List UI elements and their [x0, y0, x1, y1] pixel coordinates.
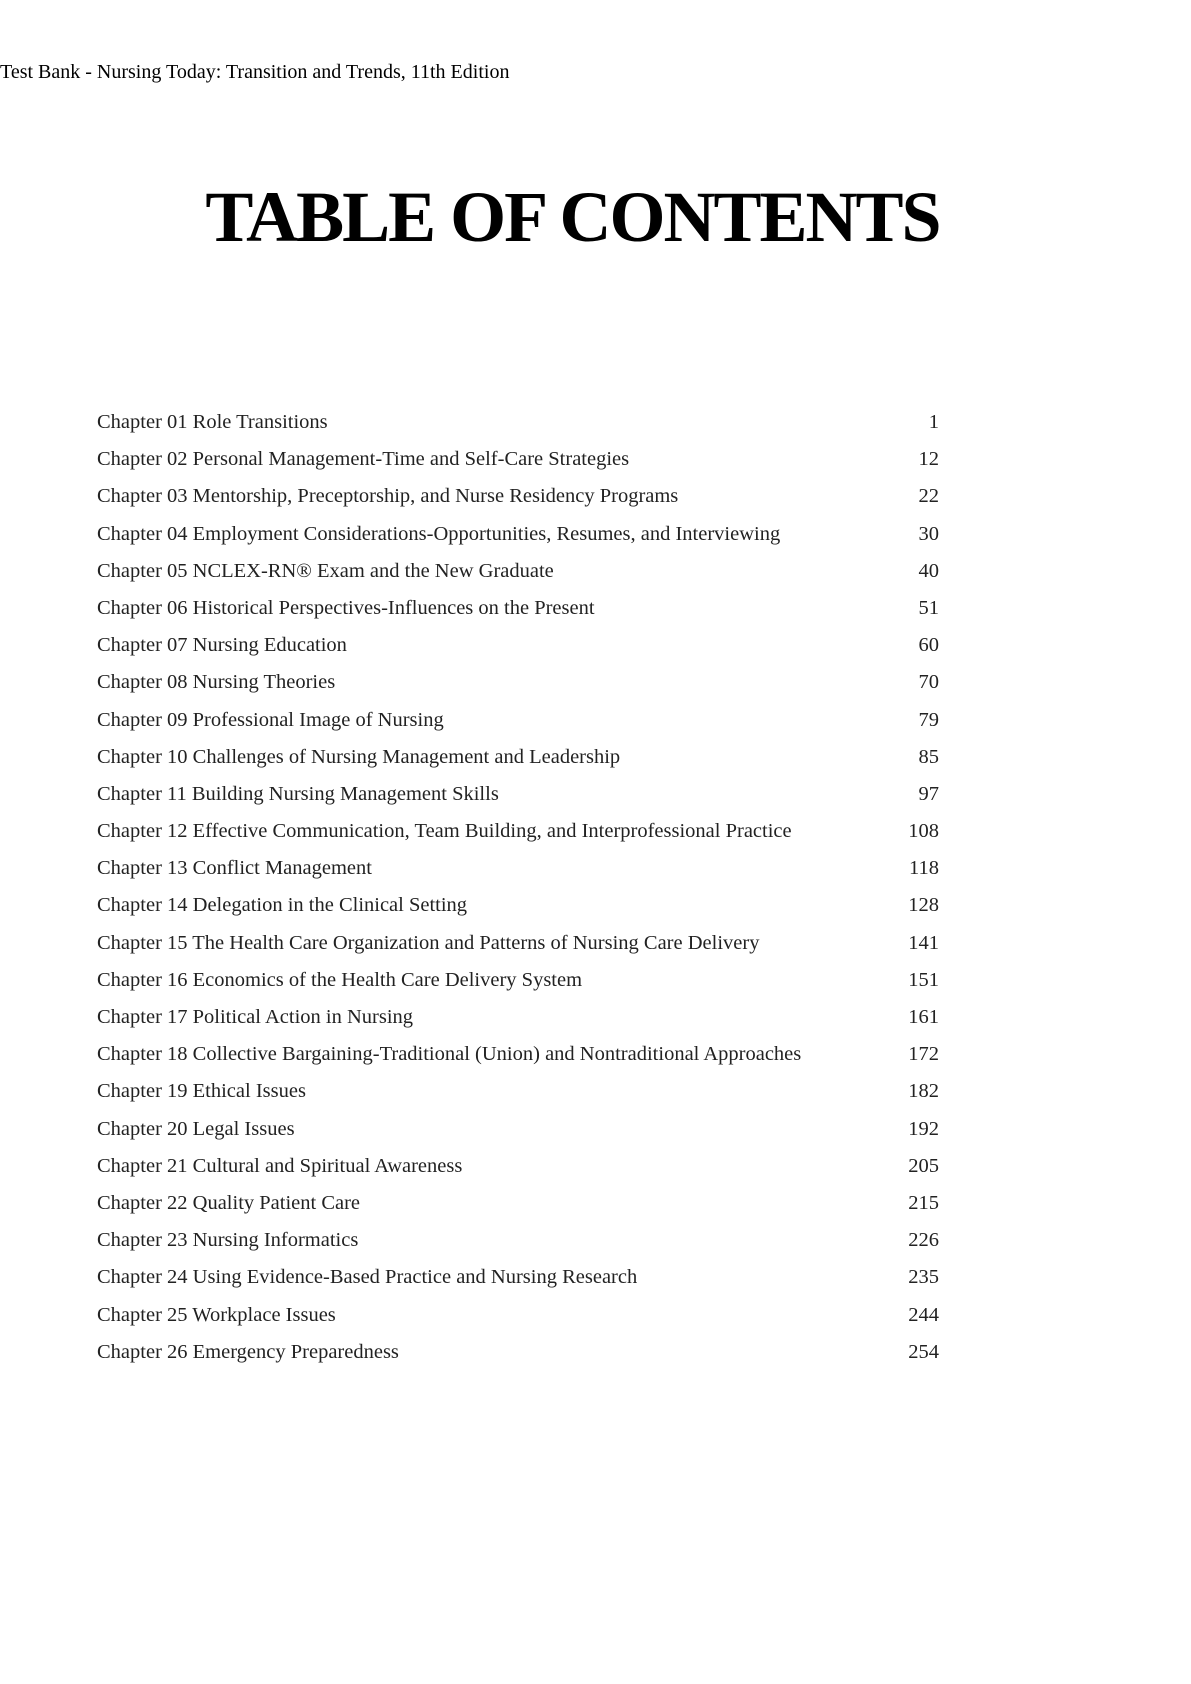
toc-entry-page: 141: [908, 931, 939, 954]
toc-entry-title: Chapter 10 Challenges of Nursing Management and Leadership: [97, 745, 621, 768]
toc-entry-page: 226: [908, 1229, 939, 1252]
toc-entry-title: Chapter 09 Professional Image of Nursing: [97, 708, 444, 731]
toc-entry[interactable]: [97, 1334, 939, 1371]
toc-entry-page: 118: [909, 857, 939, 880]
toc-entry-title: Chapter 01 Role Transitions: [97, 411, 328, 433]
toc-entry[interactable]: [97, 1148, 939, 1185]
toc-entry[interactable]: [97, 702, 939, 739]
toc-entry-page: 51: [918, 596, 939, 619]
toc-entry[interactable]: [97, 478, 939, 515]
toc-entry[interactable]: [97, 1036, 939, 1073]
toc-entry[interactable]: [97, 739, 939, 776]
toc-entry[interactable]: [97, 925, 939, 962]
toc-entry-title: Chapter 08 Nursing Theories: [97, 671, 336, 694]
page-title: TABLE OF CONTENTS: [205, 177, 940, 257]
toc-entry[interactable]: [97, 887, 939, 924]
toc-entry-page: 172: [908, 1043, 939, 1066]
toc-entry[interactable]: [97, 1111, 939, 1148]
toc-entry-page: 30: [918, 522, 939, 545]
toc-entry-title: Chapter 02 Personal Management-Time and Self-Care Strategies: [97, 448, 630, 471]
toc-entry-page: 85: [918, 745, 939, 768]
toc-entry-page: 108: [908, 820, 939, 843]
table-of-contents: [97, 404, 939, 1371]
toc-entry-page: 128: [908, 894, 939, 917]
toc-entry-title: Chapter 18 Collective Bargaining-Traditional (Union) and Nontraditional Approaches: [97, 1043, 802, 1066]
toc-entry-title: Chapter 03 Mentorship, Preceptorship, and Nurse Residency Programs: [97, 485, 679, 508]
toc-entry[interactable]: [97, 627, 939, 664]
toc-entry-page: 79: [918, 708, 939, 731]
toc-entry-page: 215: [908, 1191, 939, 1214]
toc-entry[interactable]: [97, 1185, 939, 1222]
toc-entry-title: Chapter 26 Emergency Preparedness: [97, 1340, 399, 1363]
toc-entry-title: Chapter 19 Ethical Issues: [97, 1080, 306, 1103]
toc-entry[interactable]: [97, 962, 939, 999]
toc-entry[interactable]: [97, 850, 939, 887]
toc-entry[interactable]: [97, 1222, 939, 1259]
toc-entry-page: 70: [918, 671, 939, 694]
toc-entry[interactable]: [97, 664, 939, 701]
toc-entry-page: 254: [908, 1340, 939, 1363]
toc-entry[interactable]: [97, 813, 939, 850]
toc-entry-title: Chapter 04 Employment Considerations-Opportunities, Resumes, and Interviewing: [97, 522, 781, 545]
toc-entry-title: Chapter 11 Building Nursing Management Skills: [97, 782, 499, 805]
toc-entry-page: 182: [908, 1080, 939, 1103]
toc-entry-page: 244: [908, 1303, 939, 1326]
toc-entry-title: Chapter 22 Quality Patient Care: [97, 1191, 361, 1214]
toc-entry[interactable]: [97, 553, 939, 590]
toc-entry-page: 22: [918, 485, 939, 508]
toc-entry-title: Chapter 21 Cultural and Spiritual Awareness: [97, 1154, 463, 1177]
toc-entry-title: Chapter 14 Delegation in the Clinical Setting: [97, 894, 468, 917]
toc-entry[interactable]: [97, 441, 939, 478]
toc-entry[interactable]: [97, 590, 939, 627]
toc-entry-page: 40: [918, 559, 939, 582]
toc-entry-page: 12: [918, 448, 939, 471]
toc-entry[interactable]: [97, 1259, 939, 1296]
toc-entry[interactable]: [97, 404, 939, 441]
toc-entry-title: Chapter 25 Workplace Issues: [97, 1303, 336, 1326]
toc-entry[interactable]: [97, 776, 939, 813]
toc-entry-title: Chapter 06 Historical Perspectives-Influences on the Present: [97, 596, 595, 619]
toc-entry-title: Chapter 16 Economics of the Health Care Delivery System: [97, 968, 583, 991]
toc-entry-title: Chapter 12 Effective Communication, Team Building, and Interprofessional Practice: [97, 820, 792, 843]
toc-entry-page: 161: [908, 1006, 939, 1028]
toc-entry-title: Chapter 23 Nursing Informatics: [97, 1229, 359, 1252]
toc-entry-page: 1: [928, 411, 939, 433]
toc-entry-page: 151: [908, 968, 939, 991]
toc-entry-title: Chapter 05 NCLEX-RN® Exam and the New Graduate: [97, 559, 554, 582]
toc-entry-page: 205: [908, 1154, 939, 1177]
toc-entry-title: Chapter 17 Political Action in Nursing: [97, 1006, 414, 1028]
toc-entry-page: 60: [918, 634, 939, 657]
toc-entry[interactable]: [97, 516, 939, 553]
toc-entry-title: Chapter 24 Using Evidence-Based Practice and Nursing Research: [97, 1266, 638, 1289]
toc-entry-title: Chapter 20 Legal Issues: [97, 1117, 295, 1140]
toc-entry-page: 97: [918, 782, 939, 805]
toc-entry-page: 192: [908, 1117, 939, 1140]
running-header: Test Bank - Nursing Today: Transition and Trends, 11th Edition: [0, 61, 510, 83]
toc-entry[interactable]: [97, 999, 939, 1036]
toc-entry-title: Chapter 13 Conflict Management: [97, 857, 372, 880]
toc-entry-page: 235: [908, 1266, 939, 1289]
toc-entry[interactable]: [97, 1297, 939, 1334]
toc-entry-title: Chapter 07 Nursing Education: [97, 634, 347, 657]
toc-entry[interactable]: [97, 1073, 939, 1110]
toc-entry-title: Chapter 15 The Health Care Organization and Patterns of Nursing Care Delivery: [97, 931, 760, 954]
